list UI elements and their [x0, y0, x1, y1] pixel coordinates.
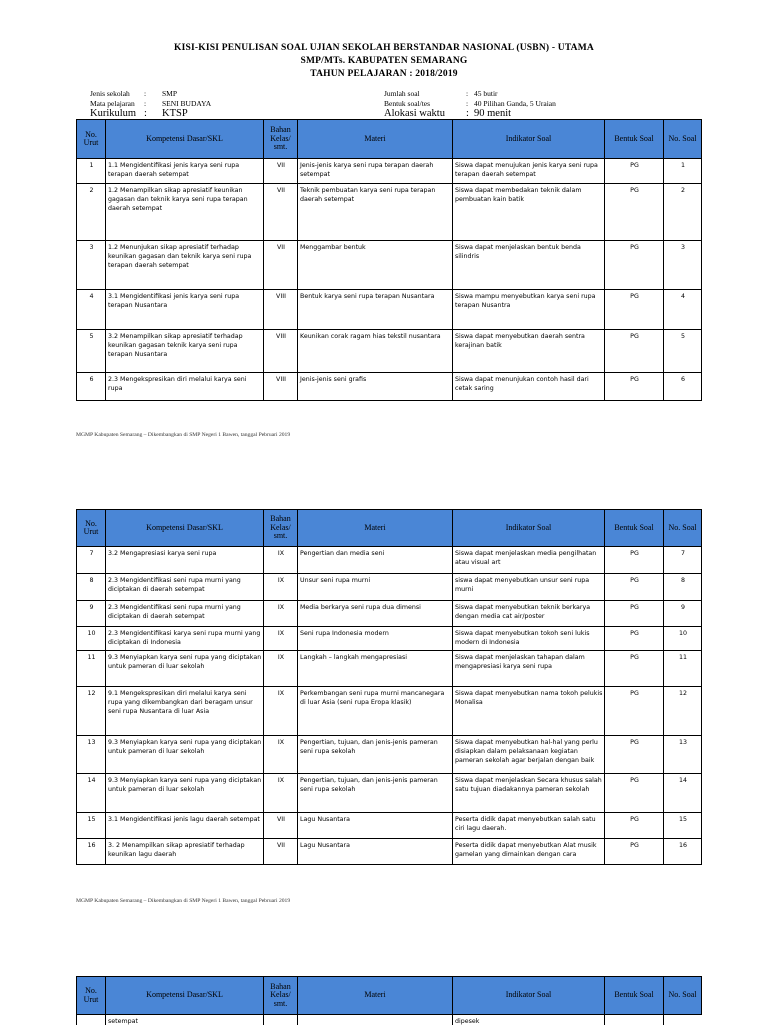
bentuk-soal-cell: PG [605, 373, 664, 401]
indikator-cell: siswa dapat menyebutkan unsur seni rupa murni [453, 574, 605, 601]
header-kompetensi: Kompetensi Dasar/SKL [106, 510, 264, 547]
materi-cell: Pengertian, tujuan, dan jenis-jenis pameran seni rupa sekolah [298, 774, 453, 813]
kelas-cell: IX [264, 547, 298, 574]
indikator-cell: Siswa dapat menyebutkan hal-hal yang perlu disiapkan dalam pelaksanaan kegiatan pameran sekolah agar berjalan dengan baik [453, 736, 605, 774]
indikator-cell: Siswa dapat menjelaskan Secara khusus salah satu tujuan diadakannya pameran sekolah [453, 774, 605, 813]
kompetensi-cell: 3. 2 Menampilkan sikap apresiatif terhadap keunikan lagu daerah [106, 839, 264, 865]
kelas-cell: VII [264, 159, 298, 184]
table-row [77, 774, 702, 813]
no-urut-cell: 13 [77, 736, 106, 774]
table-row [77, 184, 702, 241]
kelas-cell: IX [264, 651, 298, 687]
bentuk-soal-cell: PG [605, 574, 664, 601]
kompetensi-cell: 2.3 Mengekspresikan diri melalui karya seni rupa [106, 373, 264, 401]
jenis-sekolah-value: SMP [162, 89, 177, 98]
materi-cell: Jenis-jenis seni grafis [298, 373, 453, 401]
no-soal-cell: 4 [664, 290, 702, 330]
no-soal-cell: 12 [664, 687, 702, 736]
no-urut-cell: 1 [77, 159, 106, 184]
bentuk-soal-cell: PG [605, 290, 664, 330]
bentuk-soal-cell: PG [605, 241, 664, 290]
no-urut-cell: 12 [77, 687, 106, 736]
no-urut-cell: 9 [77, 601, 106, 627]
bentuk-soal-cell: PG [605, 330, 664, 373]
kompetensi-cell: 2.3 Mengidentifikasi seni rupa murni yang diciptakan di daerah setempat [106, 574, 264, 601]
indikator-cell: Siswa mampu menyebutkan karya seni rupa terapan Nusantra [453, 290, 605, 330]
bentuk-soal-cell: PG [605, 813, 664, 839]
table-row [77, 574, 702, 601]
kompetensi-cell: 9.3 Menyiapkan karya seni rupa yang diciptakan untuk pameran di luar sekolah [106, 774, 264, 813]
materi-cell: Langkah – langkah mengapresiasi [298, 651, 453, 687]
kelas-cell: IX [264, 774, 298, 813]
bentuk-soal-cell: PG [605, 184, 664, 241]
materi-cell: Media berkarya seni rupa dua dimensi [298, 601, 453, 627]
indikator-cell: Siswa dapat menyebutkan tokoh seni lukis modern di Indonesia [453, 627, 605, 651]
jumlah-soal-label: Jumlah soal [384, 89, 420, 98]
header-no-soal: No. Soal [664, 977, 702, 1015]
bentuk-soal-cell: PG [605, 736, 664, 774]
no-urut-cell: 15 [77, 813, 106, 839]
jenis-sekolah-label: Jenis sekolah [90, 89, 130, 98]
header-kompetensi: Kompetensi Dasar/SKL [106, 120, 264, 159]
kompetensi-cell: 1.2 Menunjukan sikap apresiatif terhadap keunikan gagasan dan teknik karya seni rupa terapan daerah setempat [106, 241, 264, 290]
alokasi-waktu-value: 90 menit [474, 108, 511, 119]
no-soal-cell: 13 [664, 736, 702, 774]
bentuk-soal-cell [605, 1015, 664, 1025]
colon: : [466, 99, 468, 108]
kompetensi-cell: 3.2 Mengapresiasi karya seni rupa [106, 547, 264, 574]
header-bentuk-soal: Bentuk Soal [605, 977, 664, 1015]
table-body-page3 [77, 1015, 673, 1025]
materi-cell: Teknik pembuatan karya seni rupa terapan daerah setempat [298, 184, 453, 241]
table-row [77, 813, 702, 839]
table-row [77, 330, 702, 373]
no-soal-cell: 3 [664, 241, 702, 290]
materi-cell: Menggambar bentuk [298, 241, 453, 290]
table-row [77, 373, 702, 401]
bentuk-soal-cell: PG [605, 601, 664, 627]
header-no-urut: No. Urut [77, 510, 106, 547]
no-urut-cell: 7 [77, 547, 106, 574]
table-row [77, 736, 702, 774]
mata-pelajaran-label: Mata pelajaran [90, 99, 135, 108]
kisi-table-page2 [76, 509, 702, 865]
no-soal-cell: 6 [664, 373, 702, 401]
bentuk-soal-cell: PG [605, 651, 664, 687]
table-row [77, 651, 702, 687]
materi-cell: Jenis-jenis karya seni rupa terapan daerah setempat [298, 159, 453, 184]
kompetensi-cell: 1.1 Mengidentifikasi jenis karya seni rupa terapan daerah setempat [106, 159, 264, 184]
table-row [77, 627, 702, 651]
indikator-cell: dipesek [453, 1015, 605, 1025]
header-no-urut: No. Urut [77, 977, 106, 1015]
kompetensi-cell: 3.2 Menampilkan sikap apresiatif terhadap keunikan gagasan teknik karya seni rupa terapan Nusantara [106, 330, 264, 373]
kelas-cell [264, 1015, 298, 1025]
bentuk-soal-label: Bentuk soal/tes [384, 99, 430, 108]
header-bahan-kelas: Bahan Kelas/ smt. [264, 120, 298, 159]
table-row [77, 839, 702, 865]
kelas-cell: VIII [264, 330, 298, 373]
header-no-soal: No. Soal [664, 120, 702, 159]
materi-cell: Bentuk karya seni rupa terapan Nusantara [298, 290, 453, 330]
colon: : [466, 108, 469, 119]
colon: : [144, 108, 147, 119]
kompetensi-cell: 3.1 Mengidentifikasi jenis karya seni rupa terapan Nusantara [106, 290, 264, 330]
kelas-cell: VII [264, 184, 298, 241]
jumlah-soal-value: 45 butir [474, 89, 498, 98]
no-soal-cell: 1 [664, 159, 702, 184]
page-footer: MGMP Kabupaten Semarang – Dikembangkan di SMP Negeri 1 Bawen, tanggal Pebruari 2019 [76, 432, 290, 438]
indikator-cell: Siswa dapat menunjukan contoh hasil dari cetak saring [453, 373, 605, 401]
indikator-cell: Siswa dapat membedakan teknik dalam pembuatan kain batik [453, 184, 605, 241]
bentuk-soal-value: 40 Pilihan Ganda, 5 Uraian [474, 99, 556, 108]
header-indikator: Indikator Soal [453, 510, 605, 547]
no-soal-cell: 14 [664, 774, 702, 813]
indikator-cell: Siswa dapat menjelaskan media pengilhatan atau visual art [453, 547, 605, 574]
header-materi: Materi [298, 510, 453, 547]
no-urut-cell: 4 [77, 290, 106, 330]
no-urut-cell: 3 [77, 241, 106, 290]
table-body-page2 [77, 547, 702, 865]
no-urut-cell: 6 [77, 373, 106, 401]
page-footer: MGMP Kabupaten Semarang – Dikembangkan di SMP Negeri 1 Bawen, tanggal Pebruari 2019 [76, 898, 290, 904]
kompetensi-cell: 2.3 Mengidentifikasi karya seni rupa murni yang diciptakan di Indonesia [106, 627, 264, 651]
kelas-cell: VII [264, 241, 298, 290]
header-no-urut: No. Urut [77, 120, 106, 159]
kompetensi-cell: setempat [106, 1015, 264, 1025]
no-soal-cell: 16 [664, 839, 702, 865]
kelas-cell: IX [264, 627, 298, 651]
materi-cell: Keunikan corak ragam hias tekstil nusantara [298, 330, 453, 373]
bentuk-soal-cell: PG [605, 774, 664, 813]
table-row [77, 1015, 673, 1025]
no-urut-cell: 16 [77, 839, 106, 865]
kompetensi-cell: 9.1 Mengekspresikan diri melalui karya seni rupa yang dikembangkan dari beragam unsur seni rupa Nusantara di luar Asia [106, 687, 264, 736]
no-urut-cell: 14 [77, 774, 106, 813]
header-bentuk-soal: Bentuk Soal [605, 120, 664, 159]
kisi-table-page1 [76, 119, 702, 401]
no-urut-cell: 10 [77, 627, 106, 651]
no-soal-cell: 5 [664, 330, 702, 373]
kompetensi-cell: 1.2 Menampilkan sikap apresiatif keunikan gagasan dan teknik karya seni rupa terapan daerah setempat [106, 184, 264, 241]
no-urut-cell: 2 [77, 184, 106, 241]
no-soal-cell [664, 1015, 673, 1025]
indikator-cell: Siswa dapat menyebutkan daerah sentra kerajinan batik [453, 330, 605, 373]
kelas-cell: IX [264, 574, 298, 601]
header-bahan-kelas: Bahan Kelas/ smt. [264, 510, 298, 547]
materi-cell [298, 1015, 453, 1025]
header-indikator: Indikator Soal [453, 120, 605, 159]
no-urut-cell: 8 [77, 574, 106, 601]
kelas-cell: VIII [264, 373, 298, 401]
header-no-soal: No. Soal [664, 510, 702, 547]
colon: : [144, 99, 146, 108]
no-soal-cell: 2 [664, 184, 702, 241]
table-row [77, 601, 702, 627]
materi-cell: Lagu Nusantara [298, 839, 453, 865]
mata-pelajaran-value: SENI BUDAYA [162, 99, 211, 108]
indikator-cell: Siswa dapat menjelaskan tahapan dalam mengapresiasi karya seni rupa [453, 651, 605, 687]
kelas-cell: IX [264, 601, 298, 627]
table-row [77, 687, 702, 736]
no-urut-cell: 5 [77, 330, 106, 373]
bentuk-soal-cell: PG [605, 839, 664, 865]
table-row [77, 159, 702, 184]
materi-cell: Seni rupa Indonesia modern [298, 627, 453, 651]
no-soal-cell: 10 [664, 627, 702, 651]
bentuk-soal-cell: PG [605, 687, 664, 736]
kelas-cell: VII [264, 813, 298, 839]
header-indikator: Indikator Soal [453, 977, 605, 1015]
materi-cell: Pengertian, tujuan, dan jenis-jenis pameran seni rupa sekolah [298, 736, 453, 774]
no-urut-cell [77, 1015, 106, 1025]
kelas-cell: IX [264, 687, 298, 736]
indikator-cell: Peserta didik dapat menyebutkan salah satu ciri lagu daerah. [453, 813, 605, 839]
indikator-cell: Siswa dapat menujukan jenis karya seni rupa terapan daerah setempat [453, 159, 605, 184]
kurikulum-label: Kurikulum [90, 108, 136, 119]
kompetensi-cell: 2.3 Mengidentifikasi seni rupa murni yang diciptakan di daerah setempat [106, 601, 264, 627]
doc-title-line1: KISI-KISI PENULISAN SOAL UJIAN SEKOLAH BERSTANDAR NASIONAL (USBN) - UTAMA [0, 43, 768, 53]
no-soal-cell: 15 [664, 813, 702, 839]
bentuk-soal-cell: PG [605, 159, 664, 184]
no-soal-cell: 7 [664, 547, 702, 574]
doc-title-line2: SMP/MTs. KABUPATEN SEMARANG [0, 56, 768, 66]
header-bahan-kelas: Bahan Kelas/ smt. [264, 977, 298, 1015]
bentuk-soal-cell: PG [605, 627, 664, 651]
indikator-cell: Siswa dapat menyebutkan nama tokoh pelukis Monalisa [453, 687, 605, 736]
alokasi-waktu-label: Alokasi waktu [384, 108, 445, 119]
kelas-cell: VIII [264, 290, 298, 330]
header-kompetensi: Kompetensi Dasar/SKL [106, 977, 264, 1015]
table-row [77, 547, 702, 574]
table-row [77, 241, 702, 290]
materi-cell: Unsur seni rupa murni [298, 574, 453, 601]
header-bentuk-soal: Bentuk Soal [605, 510, 664, 547]
bentuk-soal-cell: PG [605, 547, 664, 574]
header-materi: Materi [298, 977, 453, 1015]
indikator-cell: Peserta didik dapat menyebutkan Alat musik gamelan yang dimainkan dengan cara [453, 839, 605, 865]
kurikulum-value: KTSP [162, 108, 188, 119]
materi-cell: Lagu Nusantara [298, 813, 453, 839]
colon: : [144, 89, 146, 98]
no-soal-cell: 9 [664, 601, 702, 627]
kelas-cell: IX [264, 736, 298, 774]
doc-title-line3: TAHUN PELAJARAN : 2018/2019 [0, 69, 768, 79]
kompetensi-cell: 9.3 Menyiapkan karya seni rupa yang diciptakan untuk pameran di luar sekolah [106, 651, 264, 687]
kompetensi-cell: 3.1 Mengidentifikasi jenis lagu daerah setempat [106, 813, 264, 839]
table-continuation [76, 997, 672, 1025]
table-row [77, 290, 702, 330]
table-body-page1 [77, 159, 702, 401]
kelas-cell: VII [264, 839, 298, 865]
indikator-cell: Siswa dapat menyebutkan teknik berkarya dengan media cat air/poster [453, 601, 605, 627]
materi-cell: Pengertian dan media seni [298, 547, 453, 574]
header-materi: Materi [298, 120, 453, 159]
no-soal-cell: 11 [664, 651, 702, 687]
materi-cell: Perkembangan seni rupa murni mancanegara di luar Asia (seni rupa Eropa klasik) [298, 687, 453, 736]
no-soal-cell: 8 [664, 574, 702, 601]
kompetensi-cell: 9.3 Menyiapkan karya seni rupa yang diciptakan untuk pameran di luar sekolah [106, 736, 264, 774]
no-urut-cell: 11 [77, 651, 106, 687]
colon: : [466, 89, 468, 98]
indikator-cell: Siswa dapat menjelaskan bentuk benda silindris [453, 241, 605, 290]
